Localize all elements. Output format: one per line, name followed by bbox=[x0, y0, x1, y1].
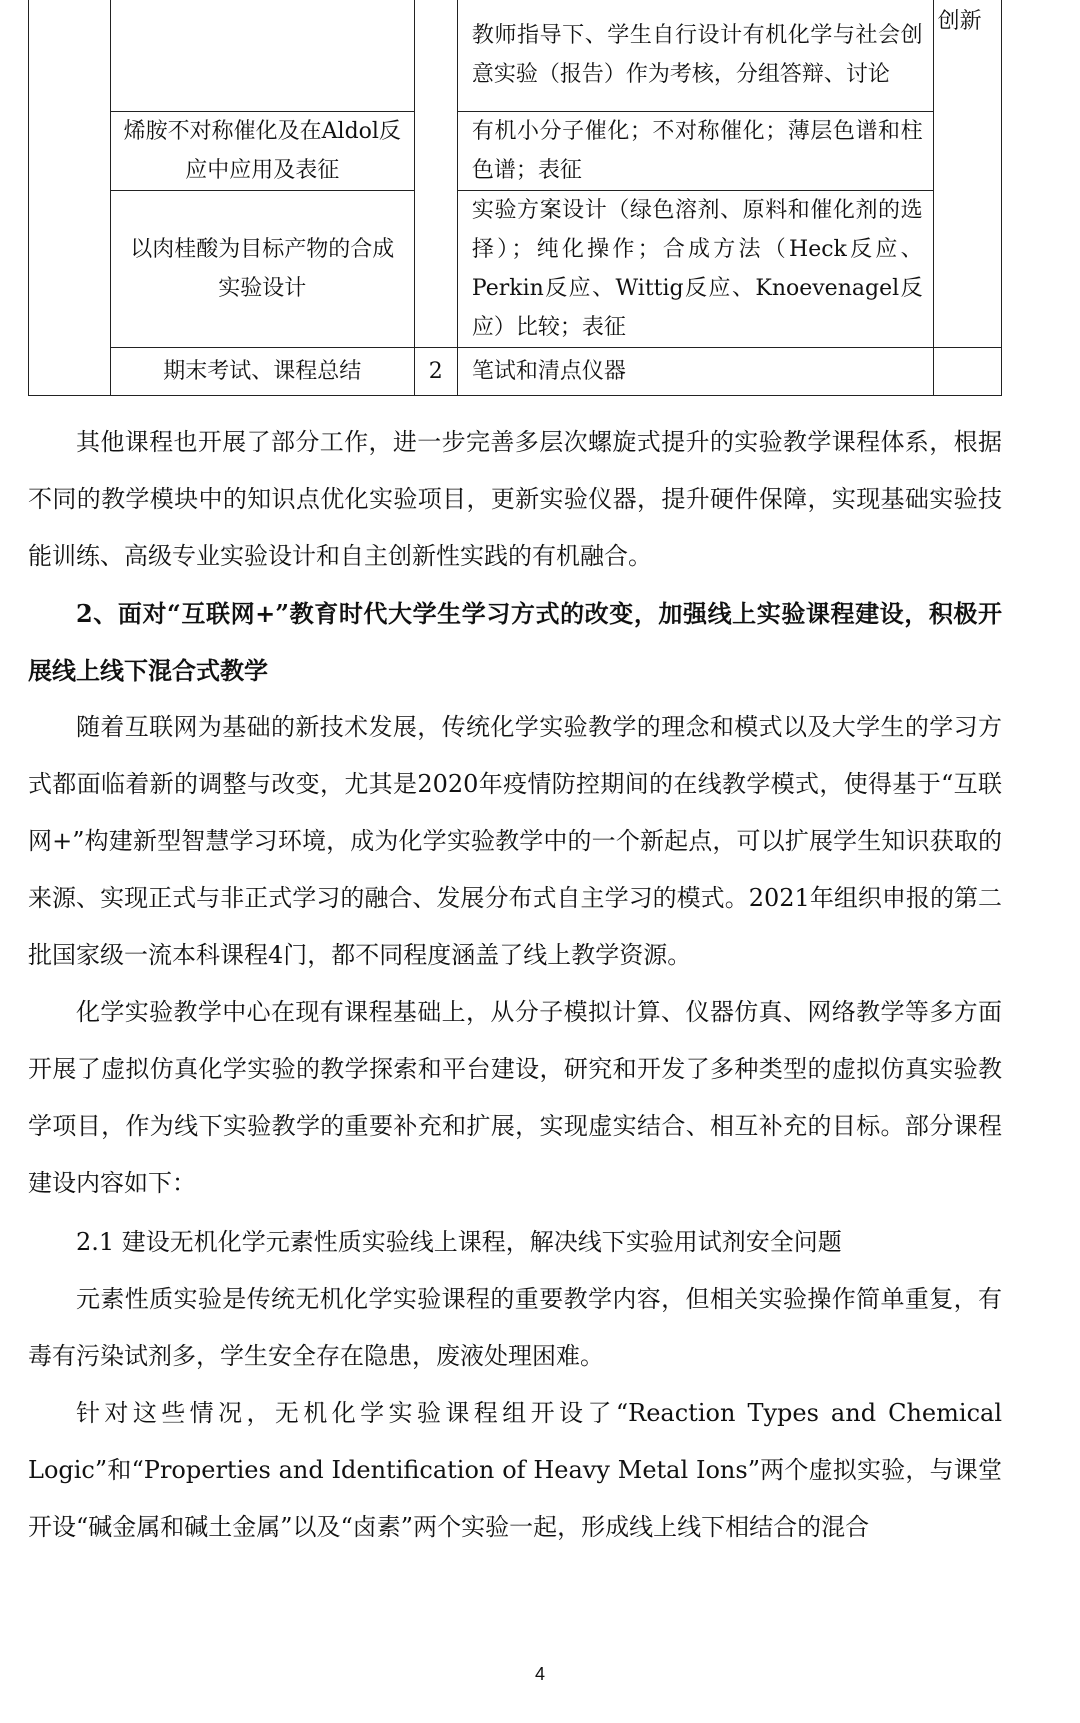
table-cell-module bbox=[29, 0, 111, 395]
table-cell-content: 笔试和清点仪器 bbox=[457, 347, 933, 395]
paragraph: 元素性质实验是传统无机化学实验课程的重要教学内容，但相关实验操作简单重复，有毒有污染试剂多，学生安全存在隐患，废液处理困难。 bbox=[28, 1285, 1002, 1370]
paragraph: 其他课程也开展了部分工作，进一步完善多层次螺旋式提升的实验教学课程体系，根据不同的教学模块中的知识点优化实验项目，更新实验仪器，提升硬件保障，实现基础实验技能训练、高级专业实验设计和自主创新性实践的有机融合。 bbox=[28, 428, 1002, 570]
table-cell-content: 有机小分子催化；不对称催化；薄层色谱和柱色谱；表征 bbox=[457, 111, 933, 190]
table-row bbox=[29, 0, 1002, 111]
table-cell-topic: 期末考试、课程总结 bbox=[110, 347, 414, 395]
paragraph: 随着互联网为基础的新技术发展，传统化学实验教学的理念和模式以及大学生的学习方式都面临着新的调整与改变，尤其是2020年疫情防控期间的在线教学模式，使得基于“互联网+”构建新型智慧学习环境，成为化学实验教学中的一个新起点，可以扩展学生知识获取的来源、实现正式与非正式学习的融合、发展分布式自主学习的模式。2021年组织申报的第二批国家级一流本科课程4门，都不同程度涵盖了线上教学资源。 bbox=[28, 713, 1002, 969]
table-row bbox=[29, 190, 1002, 347]
table-cell-topic: 以肉桂酸为目标产物的合成实验设计 bbox=[110, 190, 414, 347]
table-cell-topic: 烯胺不对称催化及在Aldol反应中应用及表征 bbox=[110, 111, 414, 190]
section-heading: 2、面对“互联网+”教育时代大学生学习方式的改变，加强线上实验课程建设，积极开展线上线下混合式教学 bbox=[28, 599, 1002, 685]
course-table bbox=[28, 0, 1002, 396]
table-row bbox=[29, 111, 1002, 190]
table-row bbox=[29, 347, 1002, 395]
table-cell-content: 教师指导下、学生自行设计有机化学与社会创意实验（报告）作为考核，分组答辩、讨论 bbox=[457, 0, 933, 111]
paragraph: 针对这些情况，无机化学实验课程组开设了“Reaction Types and Chemical Logic”和“Properties and Identification of Heavy Metal Ions”两个虚拟实验，与课堂开设“碱金属和碱土金属”以及“卤素”两个实验一起，形成线上线下相结合的混合 bbox=[28, 1399, 1002, 1541]
body-text bbox=[28, 414, 1002, 1556]
page-number: 4 bbox=[534, 1664, 545, 1684]
table-cell-hours bbox=[414, 0, 457, 347]
table-cell-hours: 2 bbox=[414, 347, 457, 395]
table-cell-feature bbox=[933, 347, 1001, 395]
table-cell-feature: 创新 bbox=[933, 0, 1001, 347]
paragraph: 化学实验教学中心在现有课程基础上，从分子模拟计算、仪器仿真、网络教学等多方面开展了虚拟仿真化学实验的教学探索和平台建设，研究和开发了多种类型的虚拟仿真实验教学项目，作为线下实验教学的重要补充和扩展，实现虚实结合、相互补充的目标。部分课程建设内容如下： bbox=[28, 998, 1002, 1197]
table-cell-content: 实验方案设计（绿色溶剂、原料和催化剂的选择）；纯化操作；合成方法（Heck反应、Perkin反应、Wittig反应、Knoevenagel反应）比较；表征 bbox=[457, 190, 933, 347]
table-cell-topic bbox=[110, 0, 414, 111]
subsection-heading: 2.1 建设无机化学元素性质实验线上课程，解决线下实验用试剂安全问题 bbox=[76, 1228, 842, 1256]
